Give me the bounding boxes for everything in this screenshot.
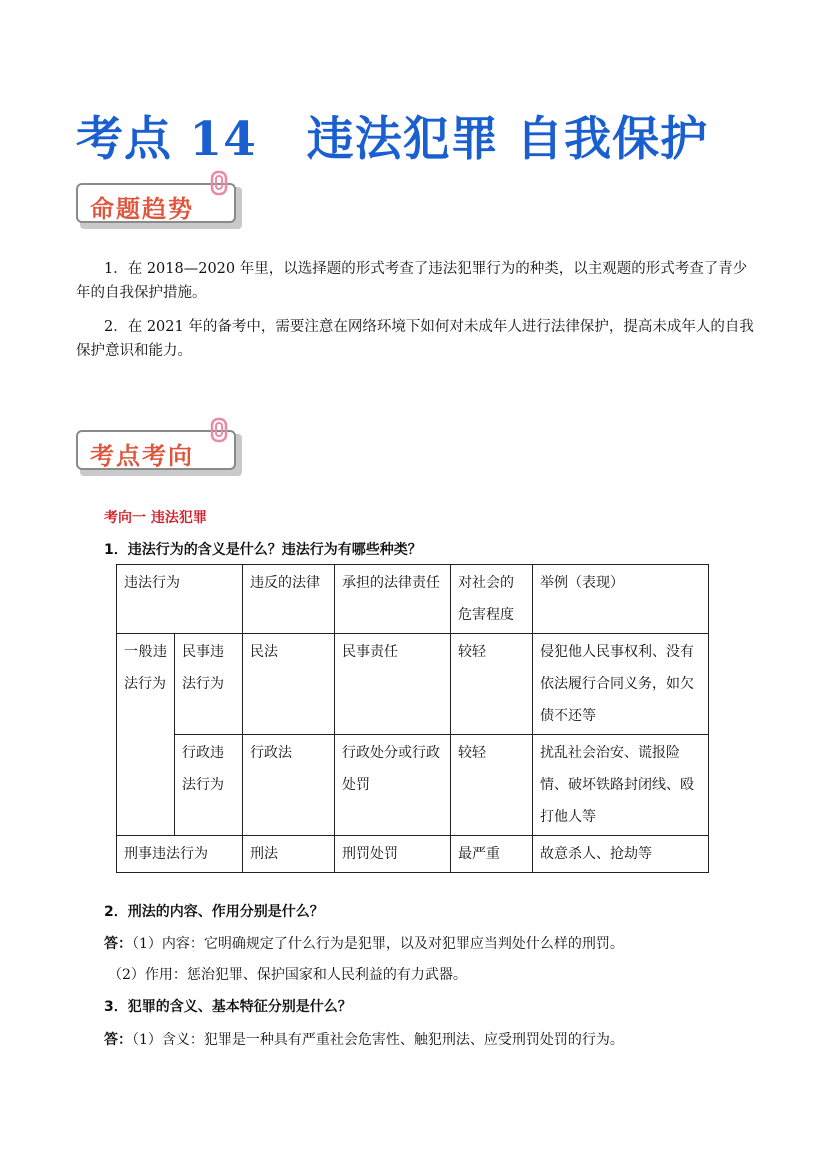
answer-3-line-1	[104, 1029, 624, 1049]
table-cell: 故意杀人、抢劫等	[533, 836, 709, 873]
table-cell: 民法	[243, 634, 335, 735]
table-cell: 较轻	[451, 735, 533, 836]
answer-prefix: 答：	[104, 936, 132, 952]
table-header: 承担的法律责任	[335, 565, 451, 634]
table-row	[117, 836, 709, 873]
table-header: 举例（表现）	[533, 565, 709, 634]
question-3: 3．犯罪的含义、基本特征分别是什么？	[104, 999, 352, 1015]
paperclip-icon	[206, 169, 234, 197]
table-cell-group: 一般违法行为	[117, 634, 175, 836]
table-cell: 行政违法行为	[175, 735, 243, 836]
table-cell: 刑事违法行为	[117, 836, 243, 873]
table-header: 违法行为	[117, 565, 243, 634]
answer-prefix: 答：	[104, 1032, 132, 1048]
table-row	[117, 634, 709, 735]
title-topic-name: 违法犯罪 自我保护	[306, 112, 709, 167]
question-2: 2．刑法的内容、作用分别是什么？	[104, 904, 324, 920]
illegal-acts-table	[116, 564, 709, 873]
trend-item-2: 2．在 2021 年的备考中，需要注意在网络环境下如何对未成年人进行法律保护，提高未成年人的自我保护意识和能力。	[76, 319, 754, 359]
table-cell: 较轻	[451, 634, 533, 735]
answer-text: （1）内容：它明确规定了什么行为是犯罪，以及对犯罪应当判处什么样的刑罚。	[132, 936, 624, 952]
trend-paragraphs	[76, 257, 756, 373]
banner-trend	[76, 183, 244, 229]
table-header: 违反的法律	[243, 565, 335, 634]
answer-text: （1）含义：犯罪是一种具有严重社会危害性、触犯刑法、应受刑罚处罚的行为。	[132, 1032, 624, 1048]
table-cell: 扰乱社会治安、谎报险情、破坏铁路封闭线、殴打他人等	[533, 735, 709, 836]
paperclip-icon	[206, 416, 234, 444]
page-title	[76, 102, 708, 169]
table-cell: 刑法	[243, 836, 335, 873]
banner-exam-points-label: 考点考向	[90, 442, 194, 470]
table-cell: 民事违法行为	[175, 634, 243, 735]
banner-exam-points	[76, 430, 244, 476]
table-header: 对社会的危害程度	[451, 565, 533, 634]
table-cell: 民事责任	[335, 634, 451, 735]
table-cell: 行政法	[243, 735, 335, 836]
banner-trend-label: 命题趋势	[90, 195, 194, 223]
trend-item-1: 1．在 2018—2020 年里，以选择题的形式考查了违法犯罪行为的种类，以主观题的形式考查了青少年的自我保护措施。	[76, 261, 748, 301]
answer-2-line-1	[104, 933, 624, 953]
table-cell: 侵犯他人民事权利、没有依法履行合同义务，如欠债不还等	[533, 634, 709, 735]
answer-2-line-2: （2）作用：惩治犯罪、保护国家和人民利益的有力武器。	[108, 967, 467, 983]
table-row	[117, 735, 709, 836]
table-cell: 行政处分或行政处罚	[335, 735, 451, 836]
table-cell: 最严重	[451, 836, 533, 873]
question-1: 1．违法行为的含义是什么？违法行为有哪些种类？	[104, 542, 422, 558]
table-cell: 刑罚处罚	[335, 836, 451, 873]
title-topic-number: 考点 14	[76, 112, 257, 167]
section-heading: 考向一 违法犯罪	[104, 510, 207, 526]
table-header-row	[117, 565, 709, 634]
